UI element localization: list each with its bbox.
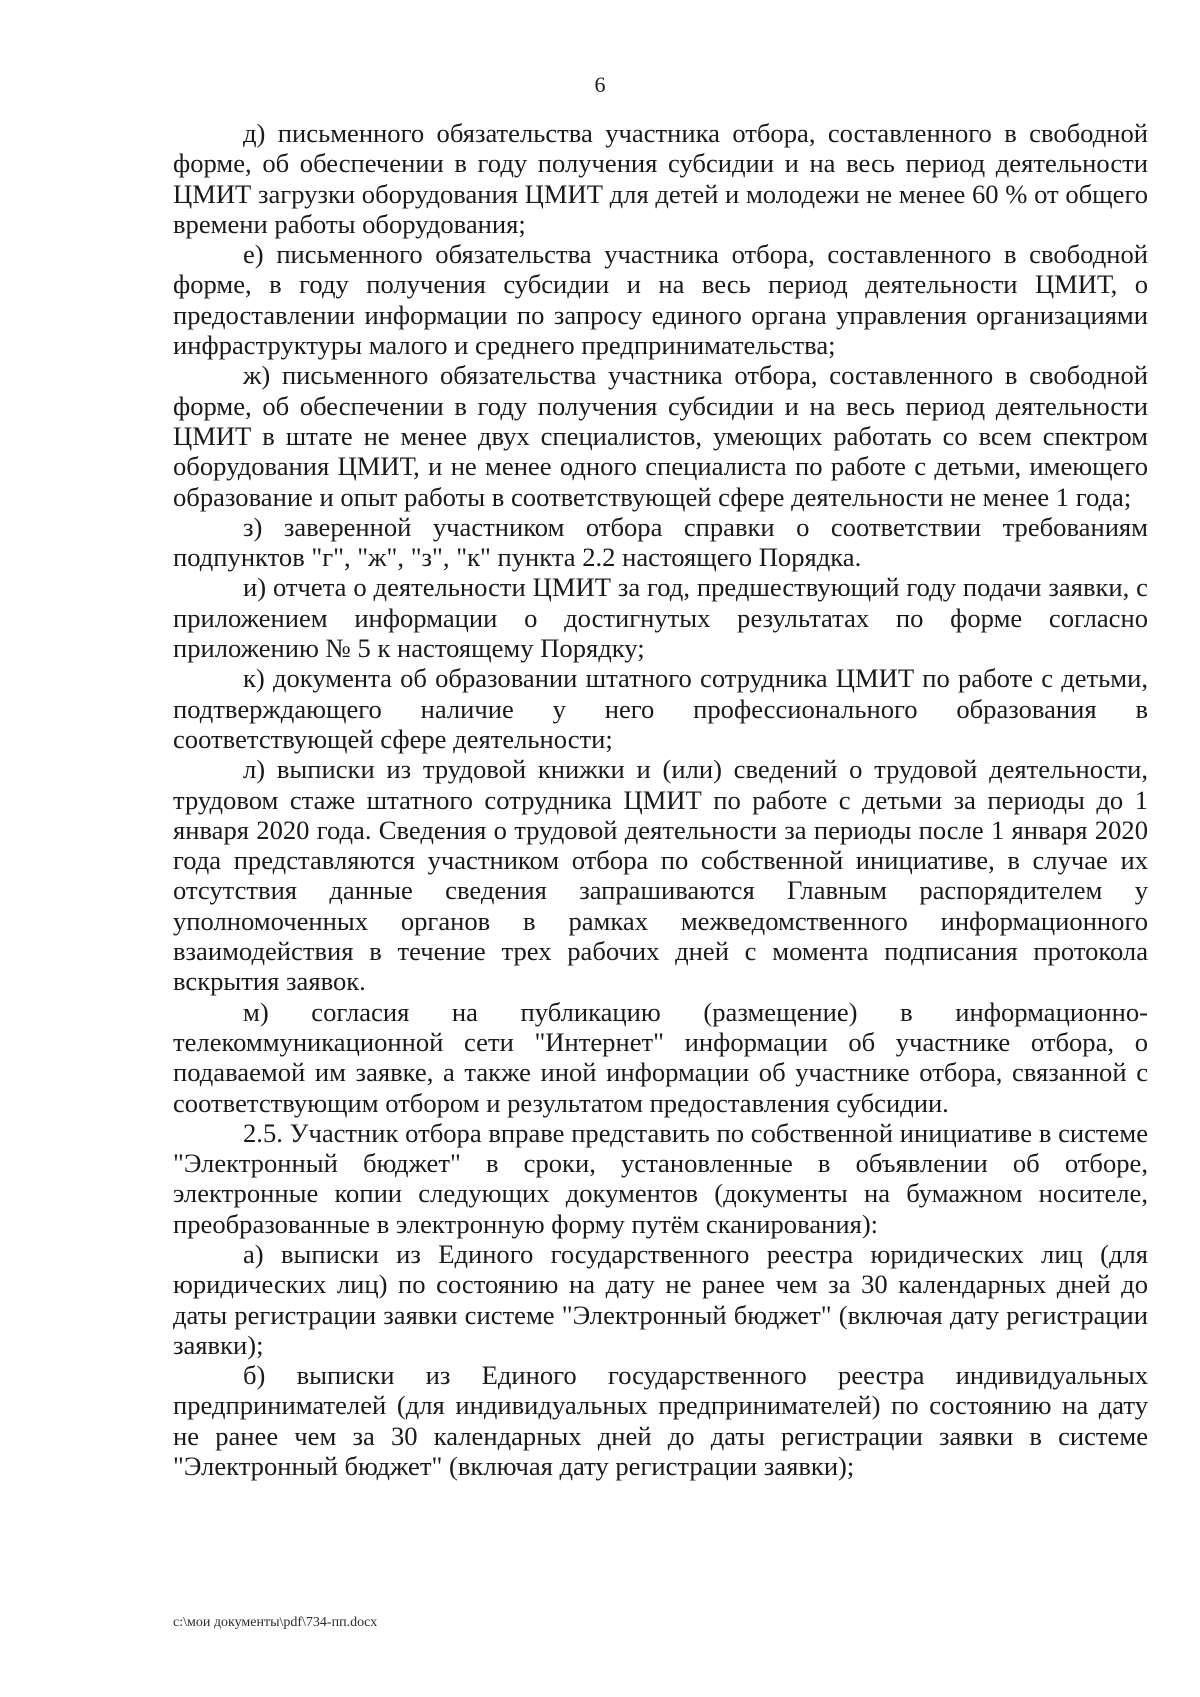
paragraph-z: з) заверенной участником отбора справки о соответствии требованиям подпунктов "г", "ж", "з", "к" пункта 2.2 настоящего Порядка. <box>173 511 1148 573</box>
paragraph-k: к) документа об образовании штатного сотрудника ЦМИТ по работе с детьми, подтверждающего наличие у него профессионального образования в соответствующей сфере деятельности; <box>173 663 1148 754</box>
paragraph-d: д) письменного обязательства участника отбора, составленного в свободной форме, об обеспечении в году получения субсидии и на весь период деятельности ЦМИТ загрузки оборудования ЦМИТ для детей и молодежи не менее 60 % от общего времени работы оборудования; <box>173 118 1148 239</box>
paragraph-zh: ж) письменного обязательства участника отбора, составленного в свободной форме, об обеспечении в году получения субсидии и на весь период деятельности ЦМИТ в штате не менее двух специалистов, умеющих работать со всем спектром оборудования ЦМИТ, и не менее одного специалиста по работе с детьми, имеющего образование и опыт работы в соответствующей сфере деятельности не менее 1 года; <box>173 360 1148 512</box>
document-body <box>173 118 1148 1481</box>
paragraph-m: м) согласия на публикацию (размещение) в информационно-телекоммуникационной сети "Интернет" информации об участнике отбора, о подаваемой им заявке, а также иной информации об участнике отбора, связанной с соответствующим отбором и результатом предоставления субсидии. <box>173 996 1148 1118</box>
paragraph-e: е) письменного обязательства участника отбора, составленного в свободной форме, в году получения субсидии и на весь период деятельности ЦМИТ, о предоставлении информации по запросу единого органа управления организациями инфраструктуры малого и среднего предпринимательства; <box>173 239 1148 361</box>
page-number: 6 <box>594 72 606 97</box>
footer-file-path: c:\мои документы\pdf\734-пп.docx <box>173 1615 378 1630</box>
paragraph-2-5: 2.5. Участник отбора вправе представить по собственной инициативе в системе "Электронный бюджет" в сроки, установленные в объявлении об отборе, электронные копии следующих документов (документы на бумажном носителе, преобразованные в электронную форму путём сканирования): <box>173 1117 1148 1239</box>
paragraph-i: и) отчета о деятельности ЦМИТ за год, предшествующий году подачи заявки, с приложением информации о достигнутых результатах по форме согласно приложению № 5 к настоящему Порядку; <box>173 572 1148 664</box>
paragraph-b: б) выписки из Единого государственного реестра индивидуальных предпринимателей (для индивидуальных предпринимателей) по состоянию на дату не ранее чем за 30 календарных дней до даты регистрации заявки в системе "Электронный бюджет" (включая дату регистрации заявки); <box>173 1360 1148 1482</box>
paragraph-l: л) выписки из трудовой книжки и (или) сведений о трудовой деятельности, трудовом стаже штатного сотрудника ЦМИТ по работе с детьми за периоды до 1 января 2020 года. Сведения о трудовой деятельности за периоды после 1 января 2020 года представляются участником отбора по собственной инициативе, в случае их отсутствия данные сведения запрашиваются Главным распорядителем у уполномоченных органов в рамках межведомственного информационного взаимодействия в течение трех рабочих дней с момента подписания протокола вскрытия заявок. <box>173 754 1148 997</box>
paragraph-a: а) выписки из Единого государственного реестра юридических лиц (для юридических лиц) по состоянию на дату не ранее чем за 30 календарных дней до даты регистрации заявки системе "Электронный бюджет" (включая дату регистрации заявки); <box>173 1238 1148 1360</box>
